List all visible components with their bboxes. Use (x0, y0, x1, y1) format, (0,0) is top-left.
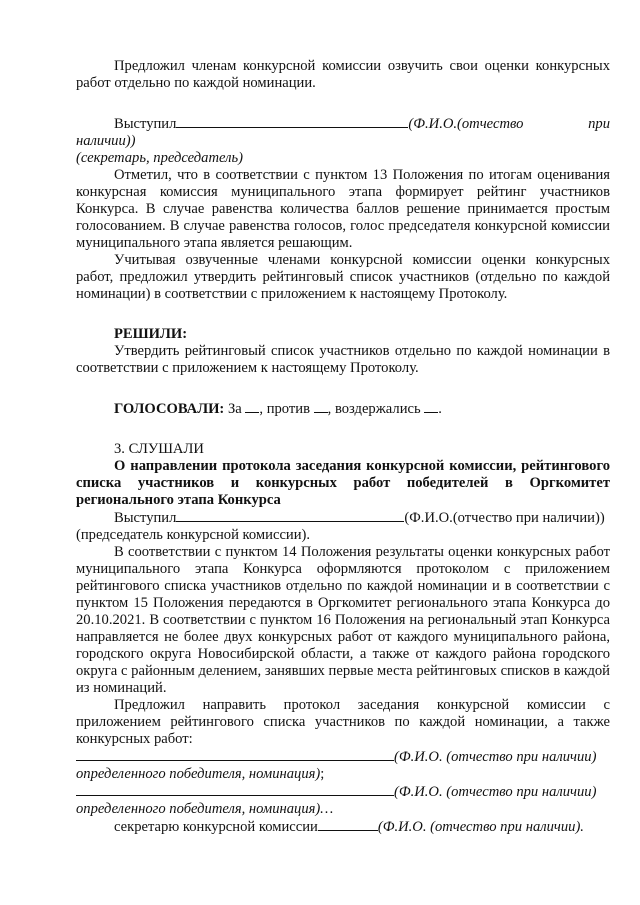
section3-title: О направлении протокола заседания конкурсной комиссии, рейтингового списка участников и конкурсных работ победителей в Оргкомитет регионального этапа Конкурса (76, 458, 610, 508)
winner-cont-1: определенного победителя, номинация); (76, 766, 325, 782)
vote-protiv: , против (259, 401, 310, 417)
speaker-fio: (Ф.И.О.(отчество при наличии)) (76, 116, 610, 149)
winner-line-1 (76, 748, 610, 766)
paragraph-proposal: Предложил членам конкурсной комиссии озвучить свои оценки конкурсных работ отдельно по каждой номинации. (76, 58, 610, 91)
decided-label: РЕШИЛИ: (114, 326, 188, 342)
winner-cont-2: определенного победителя, номинация)… (76, 801, 334, 817)
section3-speaker-blank (176, 509, 404, 522)
secretary-lead: секретарю конкурсной комиссии (114, 819, 318, 835)
winner-blank-2 (76, 783, 394, 796)
winner-fio-1: (Ф.И.О. (отчество при наличии) (394, 749, 597, 765)
speaker-role: (секретарь, председатель) (76, 150, 243, 166)
section3-paragraph-proposal: Предложил направить протокол заседания конкурсной комиссии с приложением рейтингового списка участников по каждой номинации, а также конкурсных работ: (76, 697, 610, 747)
decided-text: Утвердить рейтинговый список участников отдельно по каждой номинации в соответствии с приложением к настоящему Протоколу. (76, 343, 610, 376)
section3-speaker-lead: Выступил (114, 510, 177, 526)
section3-paragraph-rules: В соответствии с пунктом 14 Положения результаты оценки конкурсных работ муниципального этапа Конкурса оформляются протоколом с приложением рейтингового списка участников отдельно по каждой номинации и в соответствии с пунктом 15 Положения передаются в Оргкомитет регионального этапа Конкурса до 20.10.2021. В соответствии с пунктом 16 Положения на региональный этап Конкурса направляется не более двух конкурсных работ от каждого муниципального района, городского округа Новосибирской области, а также от каждого района городского округа с районным делением, занявших первые места рейтинговых списков в каждой из номинаций. (76, 544, 610, 696)
paragraph-rating-rules: Отметил, что в соответствии с пунктом 13 Положения по итогам оценивания конкурсная комиссия муниципального этапа формирует рейтинг участников Конкурса. В случае равенства количества баллов решение принимается простым голосованием. В случае равенства голосов, голос председателя конкурсной комиссии муниципального этапа является решающим. (76, 167, 610, 251)
vote-label: ГОЛОСОВАЛИ: (114, 401, 225, 417)
vote-protiv-blank (314, 400, 328, 413)
speaker-line (76, 115, 610, 150)
vote-za: За (227, 401, 242, 417)
paragraph-rating-proposal: Учитывая озвученные членами конкурсной комиссии оценки конкурсных работ, предложил утвердить рейтинговый список участников (отдельно по каждой номинации) в соответствии с приложением к настоящему Протоколу. (76, 252, 610, 302)
winner-blank-1 (76, 748, 394, 761)
speaker-lead: Выступил (114, 116, 177, 132)
section3-heading: 3. СЛУШАЛИ (114, 441, 204, 457)
secretary-line (76, 818, 610, 836)
speaker-blank (176, 115, 408, 128)
vote-abst-blank (424, 400, 438, 413)
secretary-blank (318, 818, 378, 831)
section3-speaker-fio: (Ф.И.О.(отчество при наличии)) (404, 510, 605, 526)
section3-speaker-role: (председатель конкурсной комиссии). (76, 527, 311, 543)
winner-fio-2: (Ф.И.О. (отчество при наличии) (394, 784, 597, 800)
vote-za-blank (245, 400, 259, 413)
vote-abst: , воздержались (327, 401, 421, 417)
vote-end: . (438, 401, 442, 417)
section3-speaker-line (76, 509, 610, 527)
vote-line (76, 400, 610, 418)
secretary-fio: (Ф.И.О. (отчество при наличии). (377, 819, 584, 835)
winner-line-2 (76, 783, 610, 801)
